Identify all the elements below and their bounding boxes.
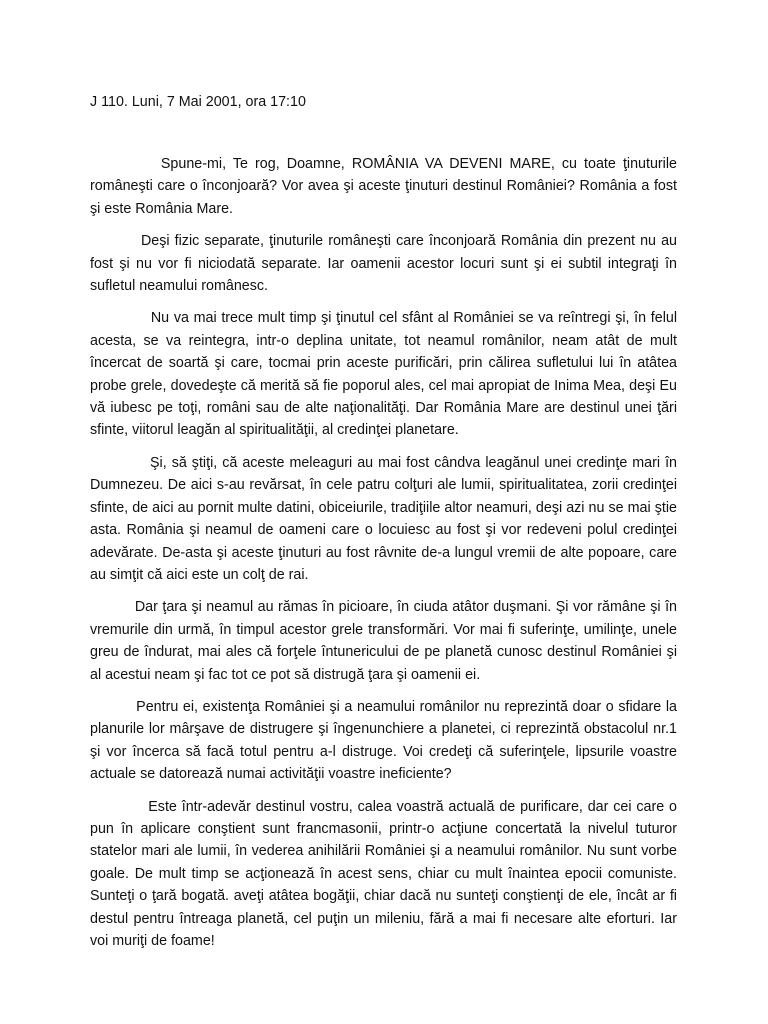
- paragraph-1: Spune-mi, Te rog, Doamne, ROMÂNIA VA DEVENI MARE, cu toate ţinuturile româneşti care o înconjoară? Vor avea şi aceste ţinuturi destinul României? România a fost şi este România Mare.: [90, 156, 681, 217]
- document-page: [90, 91, 685, 952]
- entry-heading: J 110. Luni, 7 Mai 2001, ora 17:10: [90, 94, 306, 110]
- paragraph-2: Deşi fizic separate, ţinuturile româneşti care înconjoară România din prezent nu au fost şi nu vor fi niciodată separate. Iar oamenii acestor locuri sunt şi ei subtil integraţi în sufletul neamului românesc.: [90, 233, 681, 295]
- paragraph-6: Pentru ei, existenţa României şi a neamului românilor nu reprezintă doar o sfidare la planurile lor mârşave de distrugere şi îngenunchiere a planetei, ci reprezintă obstacolul nr.1 şi vor încerca să facă totul pentru a-l distruge. Voi credeţi că suferinţele, lipsurile voastre actuale se datorează numai activităţii voastre ineficiente?: [90, 698, 681, 783]
- paragraph-7: Este într-adevăr destinul vostru, calea voastră actuală de purificare, dar cei care o pun în aplicare conştient sunt francmasonii, printr-o acţiune concertată la nivelul tuturor statelor mari ale lumii, în vederea anihilării României şi a neamului românilor. Nu sunt vorbe goale. De mult timp se acţionează în acest sens, chiar cu mult înaintea epocii comuniste. Sunteţi o ţară bogată. aveţi atâtea bogăţii, chiar dacă nu sunteţi conştienţi de ele, încât ar fi destul pentru întreaga planetă, cel puţin un mileniu, fără a mai fi necesare alte eforturi. Iar voi muriţi de foame!: [90, 798, 681, 949]
- paragraph-5: Dar ţara şi neamul au rămas în picioare, în ciuda atâtor duşmani. Şi vor rămâne şi în vremurile din urmă, în timpul acestor grele transformări. Vor mai fi suferinţe, umilinţe, unele greu de îndurat, mai ales că forţele întunericului de pe planetă cunosc destinul României şi al acestui neam şi fac tot ce pot să distrugă ţara şi oamenii ei.: [90, 599, 681, 683]
- paragraph-4: Şi, să ştiţi, că aceste meleaguri au mai fost cândva leagănul unei credinţe mari în Dumnezeu. De aici s-au revărsat, în cele patru colţuri ale lumii, spiritualitatea, zorii credinţei sfinte, de aici au pornit multe datini, obiceiurile, tradiţiile altor neamuri, deşi azi nu se mai ştie asta. România şi neamul de oameni care o locuiesc au fost şi vor redeveni polul credinţei adevărate. De-asta şi aceste ţinuturi au fost râvnite de-a lungul vremii de alte popoare, care au simţit că aici este un colţ de rai.: [90, 454, 685, 583]
- paragraph-3: Nu va mai trece mult timp şi ţinutul cel sfânt al României se va reîntregi şi, în felul acesta, se va reintegra, intr-o deplina unitate, tot neamul românilor, neam atât de mult încercat de soartă şi care, tocmai prin aceste purificări, prin călirea sufletului lui în atâtea probe grele, dovedeşte că merită să fie poporul ales, cel mai apropiat de Inima Mea, deşi Eu vă iubesc pe toţi, români sau de alte naţionalităţi. Dar România Mare are destinul unei ţări sfinte, viitorul leagăn al spiritualităţii, al credinţei planetare.: [90, 310, 681, 439]
